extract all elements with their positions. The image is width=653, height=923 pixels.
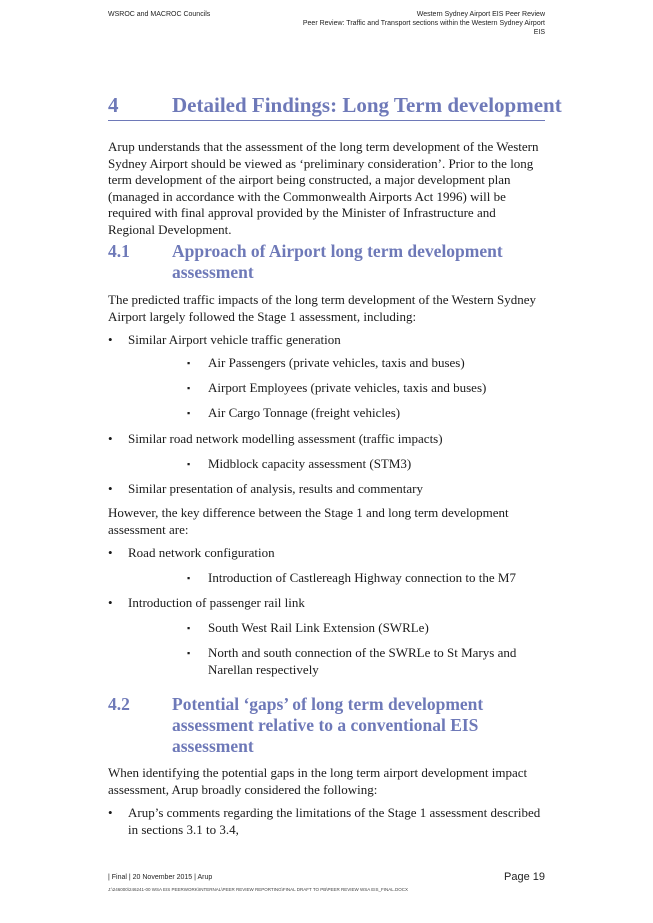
footer-document-info: | Final | 20 November 2015 | Arup	[108, 874, 213, 881]
bullet-text: Similar Airport vehicle traffic generation	[128, 332, 341, 347]
bullet-text: Similar presentation of analysis, results and commentary	[128, 481, 423, 496]
bullet-text: Road network configuration	[128, 545, 275, 560]
section-4-heading	[108, 93, 562, 121]
bullet-marker: •	[108, 431, 113, 446]
sub-bullet-text: Midblock capacity assessment (STM3)	[208, 456, 412, 471]
section-4-2-intro: When identifying the potential gaps in the long term airport development impact assessment, Arup broadly considered the following:	[108, 765, 528, 797]
section-4-number: 4	[108, 93, 119, 117]
running-header-right	[303, 10, 545, 37]
running-header-left: WSROC and MACROC Councils	[108, 11, 211, 18]
header-right-line2: Peer Review: Traffic and Transport sections within the Western Sydney Airport	[302, 20, 545, 27]
footer-file-path: J:\246000\246241-00 WSA EIS PEERWORK\INTERNAL\PEER REVIEW REPORTING\FINAL DRAFT TO PB\PEER REVIEW WSA EIS_FINAL.DOCX	[108, 887, 409, 892]
bullet-text: Introduction of passenger rail link	[128, 595, 305, 610]
bullet-text: Similar road network modelling assessment (traffic impacts)	[128, 431, 443, 446]
sub-bullet-text: Introduction of Castlereagh Highway connection to the M7	[208, 570, 516, 585]
sub-bullet-text: North and south connection of the SWRLe to St Marys and Narellan respectively	[208, 645, 517, 677]
header-right-line3: EIS	[533, 29, 545, 36]
square-bullet-marker: ▪	[187, 358, 191, 368]
header-right-line1: Western Sydney Airport EIS Peer Review	[416, 11, 545, 18]
bullet-marker: •	[108, 481, 113, 496]
sub-bullet-text: South West Rail Link Extension (SWRLe)	[208, 620, 429, 635]
bullet-text: Arup’s comments regarding the limitations of the Stage 1 assessment described in sections 3.1 to 3.4,	[128, 805, 541, 837]
section-4-1-paragraph-2: However, the key difference between the Stage 1 and long term development assessment are:	[108, 505, 509, 537]
square-bullet-marker: ▪	[187, 573, 191, 583]
bullet-marker: •	[108, 595, 113, 610]
sub-bullet-text: Air Passengers (private vehicles, taxis and buses)	[208, 355, 465, 370]
section-4-1-intro: The predicted traffic impacts of the long term development of the Western Sydney Airport largely followed the Stage 1 assessment, including:	[108, 292, 537, 324]
bullet-marker: •	[108, 805, 113, 820]
sub-bullet-text: Air Cargo Tonnage (freight vehicles)	[208, 405, 401, 420]
section-4-2-number: 4.2	[108, 694, 130, 714]
section-4-1-number: 4.1	[108, 241, 130, 261]
section-4-2-title: Potential ‘gaps’ of long term development assessment relative to a conventional EIS assessment	[172, 694, 484, 756]
square-bullet-marker: ▪	[187, 459, 191, 469]
sub-bullet-text: Airport Employees (private vehicles, taxis and buses)	[208, 380, 487, 395]
square-bullet-marker: ▪	[187, 408, 191, 418]
bullet-marker: •	[108, 545, 113, 560]
bullet-marker: •	[108, 332, 113, 347]
square-bullet-marker: ▪	[187, 623, 191, 633]
section-4-title: Detailed Findings: Long Term development	[172, 93, 562, 117]
section-4-1-title: Approach of Airport long term development assessment	[172, 241, 503, 282]
section-4-intro: Arup understands that the assessment of the long term development of the Western Sydney Airport should be viewed as ‘preliminary consideration’. Prior to the long term development of the airport being constructed, a major development plan (managed in accordance with the Commonwealth Airports Act 1996) will be required with final approval provided by the Minister of Infrastructure and Regional Development.	[108, 139, 539, 237]
page-number: Page 19	[504, 871, 545, 883]
square-bullet-marker: ▪	[187, 648, 191, 658]
square-bullet-marker: ▪	[187, 383, 191, 393]
